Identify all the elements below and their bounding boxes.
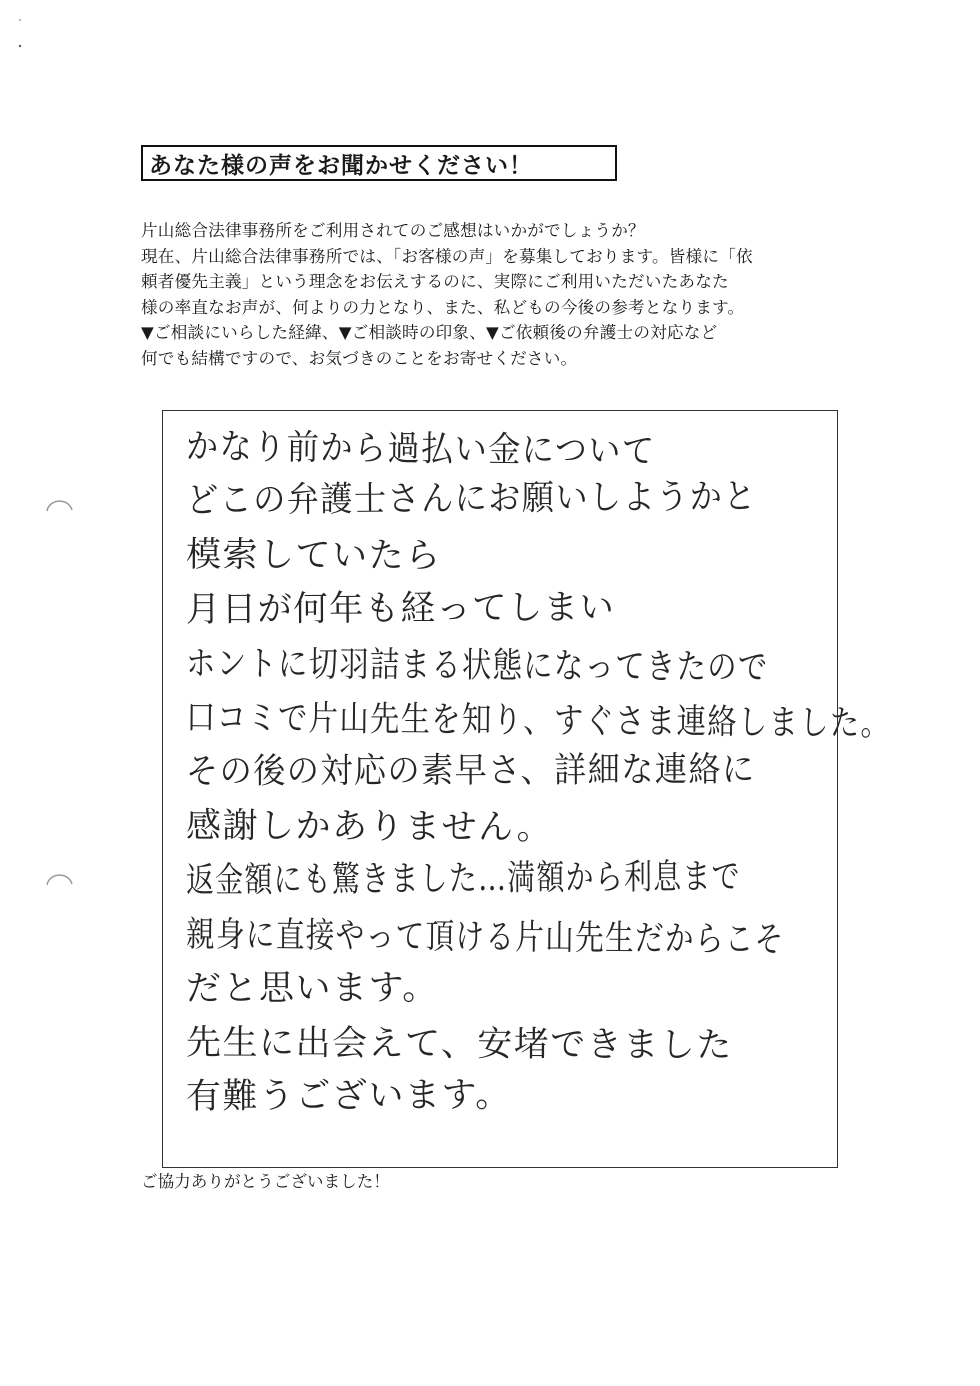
handwritten-line: 月日が何年も経ってしまい [185,587,616,630]
handwritten-line: かなり前から過払い金について [185,427,656,472]
intro-line: 何でも結構ですので、お気づきのことをお寄せください。 [141,348,578,368]
handwritten-line: 親身に直接やって頂ける片山先生だからこそ [185,914,785,961]
form-title: あなた様の声をお聞かせください！ [141,145,617,181]
handwritten-line: 模索していたら [185,535,442,577]
handwritten-line: その後の対応の素早さ、詳細な連絡に [185,750,756,793]
intro-line: 頼者優先主義」という理念をお伝えするのに、実際にご利用いただいたあなた [141,272,729,292]
handwritten-line: ホントに切羽詰まる状態になってきたので [185,643,769,688]
punch-hole-mark-icon [44,866,74,886]
handwritten-line: 口コミで片山先生を知り、すぐさま連絡しました。 [185,698,892,745]
handwritten-line: だと思います。 [185,968,439,1010]
punch-hole-mark-icon [44,492,74,512]
intro-line: ▼ご相談にいらした経緯、▼ご相談時の印象、▼ご依頼後の弁護士の対応など [141,323,718,343]
handwritten-line: 有難うございます。 [185,1075,512,1118]
handwritten-line: どこの弁護士さんにお願いしようかと [185,477,757,522]
closing-thanks: ご協力ありがとうございました！ [141,1172,390,1191]
intro-line: 現在、片山総合法律事務所では、「お客様の声」を募集しております。皆様に「依 [141,246,753,266]
handwritten-line: 返金額にも驚きました…満額から利息まで [185,856,741,901]
intro-line: 片山総合法律事務所をご利用されてのご感想はいかがでしょうか？ [141,221,645,240]
intro-line: 様の率直なお声が、何よりの力となり、また、私どもの今後の参考となります。 [141,297,745,317]
handwritten-line: 先生に出会えて、安堵できました [185,1023,733,1067]
handwritten-line: 感謝しかありません。 [185,806,554,849]
intro-text [141,218,841,372]
handwritten-testimonial [185,420,892,1125]
